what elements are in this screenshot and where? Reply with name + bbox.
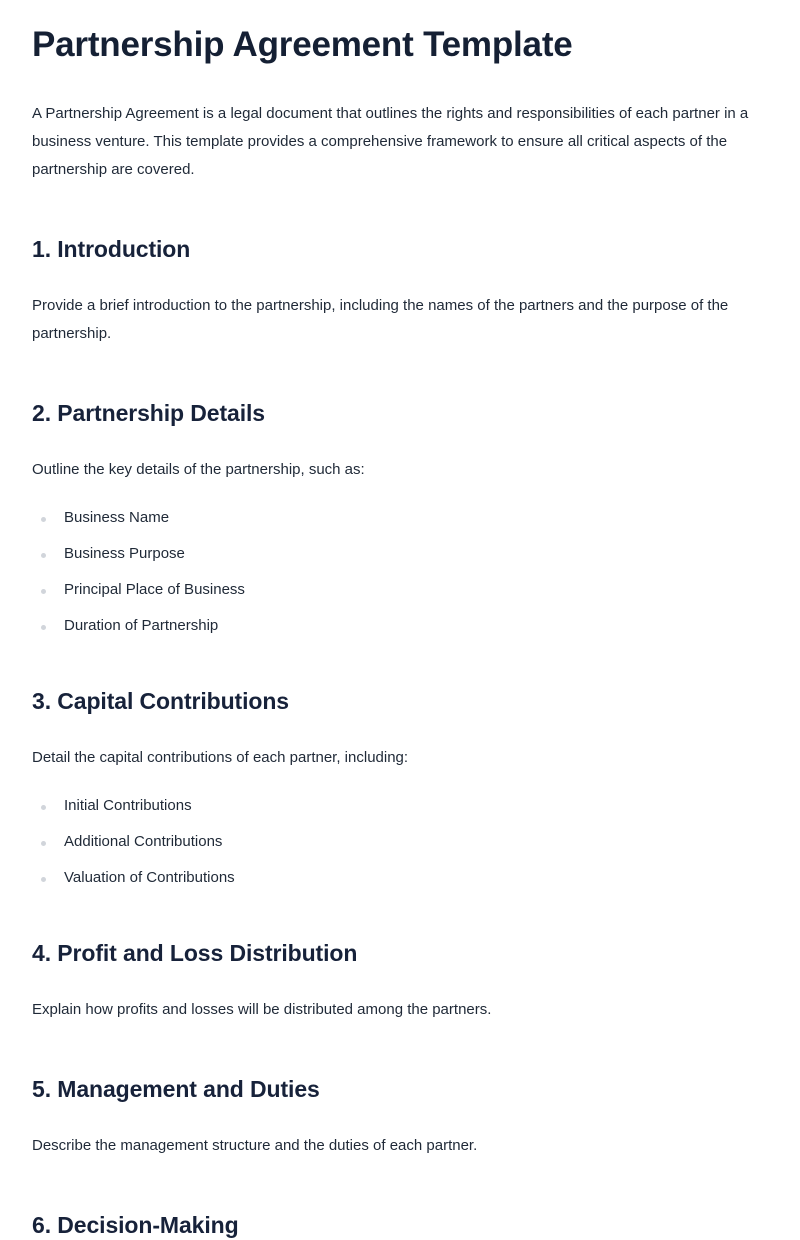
bullet-icon xyxy=(41,589,46,594)
list-item xyxy=(32,868,768,888)
section-text: Describe the management structure and the duties of each partner. xyxy=(32,1137,478,1154)
bullet-icon xyxy=(41,877,46,882)
bullet-icon xyxy=(41,841,46,846)
list-item-label: Initial Contributions xyxy=(64,797,192,814)
list-item-label: Business Name xyxy=(64,509,170,526)
list-item-label: Valuation of Contributions xyxy=(64,869,235,886)
section-text: Outline the key details of the partnership, such as: xyxy=(32,461,365,478)
section-heading: 2. Partnership Details xyxy=(32,400,265,426)
bullet-icon xyxy=(41,805,46,810)
list-item-label: Duration of Partnership xyxy=(64,617,219,634)
section-text: Explain how profits and losses will be distributed among the partners. xyxy=(32,1001,492,1018)
section-partnership-details xyxy=(32,398,768,636)
section-management-duties xyxy=(32,1074,768,1160)
section-heading: 4. Profit and Loss Distribution xyxy=(32,940,358,966)
page-title: Partnership Agreement Template xyxy=(32,25,573,64)
bullet-icon xyxy=(41,625,46,630)
list-item xyxy=(32,508,768,528)
section-profit-loss xyxy=(32,938,768,1024)
section-text: Detail the capital contributions of each partner, including: xyxy=(32,749,409,766)
intro-paragraph: A Partnership Agreement is a legal document that outlines the rights and responsibilities of each partner in a business venture. This template provides a comprehensive framework to ensure all critical aspects of the partnership are covered. xyxy=(32,105,749,178)
bullet-icon xyxy=(41,517,46,522)
section-text: Provide a brief introduction to the partnership, including the names of the partners and the purpose of the partnership. xyxy=(32,297,729,342)
section-capital-contributions xyxy=(32,686,768,888)
section-heading: 6. Decision-Making xyxy=(32,1212,239,1238)
list-item xyxy=(32,580,768,600)
list-item-label: Principal Place of Business xyxy=(64,581,245,598)
list-item xyxy=(32,616,768,636)
list-item xyxy=(32,796,768,816)
section-decision-making xyxy=(32,1210,768,1240)
list-item xyxy=(32,544,768,564)
list-item xyxy=(32,832,768,852)
bullet-icon xyxy=(41,553,46,558)
list-item-label: Business Purpose xyxy=(64,545,185,562)
section-introduction xyxy=(32,234,768,348)
section-heading: 5. Management and Duties xyxy=(32,1076,320,1102)
section-heading: 3. Capital Contributions xyxy=(32,688,289,714)
bullet-list xyxy=(32,508,768,636)
section-heading: 1. Introduction xyxy=(32,236,191,262)
list-item-label: Additional Contributions xyxy=(64,833,223,850)
bullet-list xyxy=(32,796,768,888)
